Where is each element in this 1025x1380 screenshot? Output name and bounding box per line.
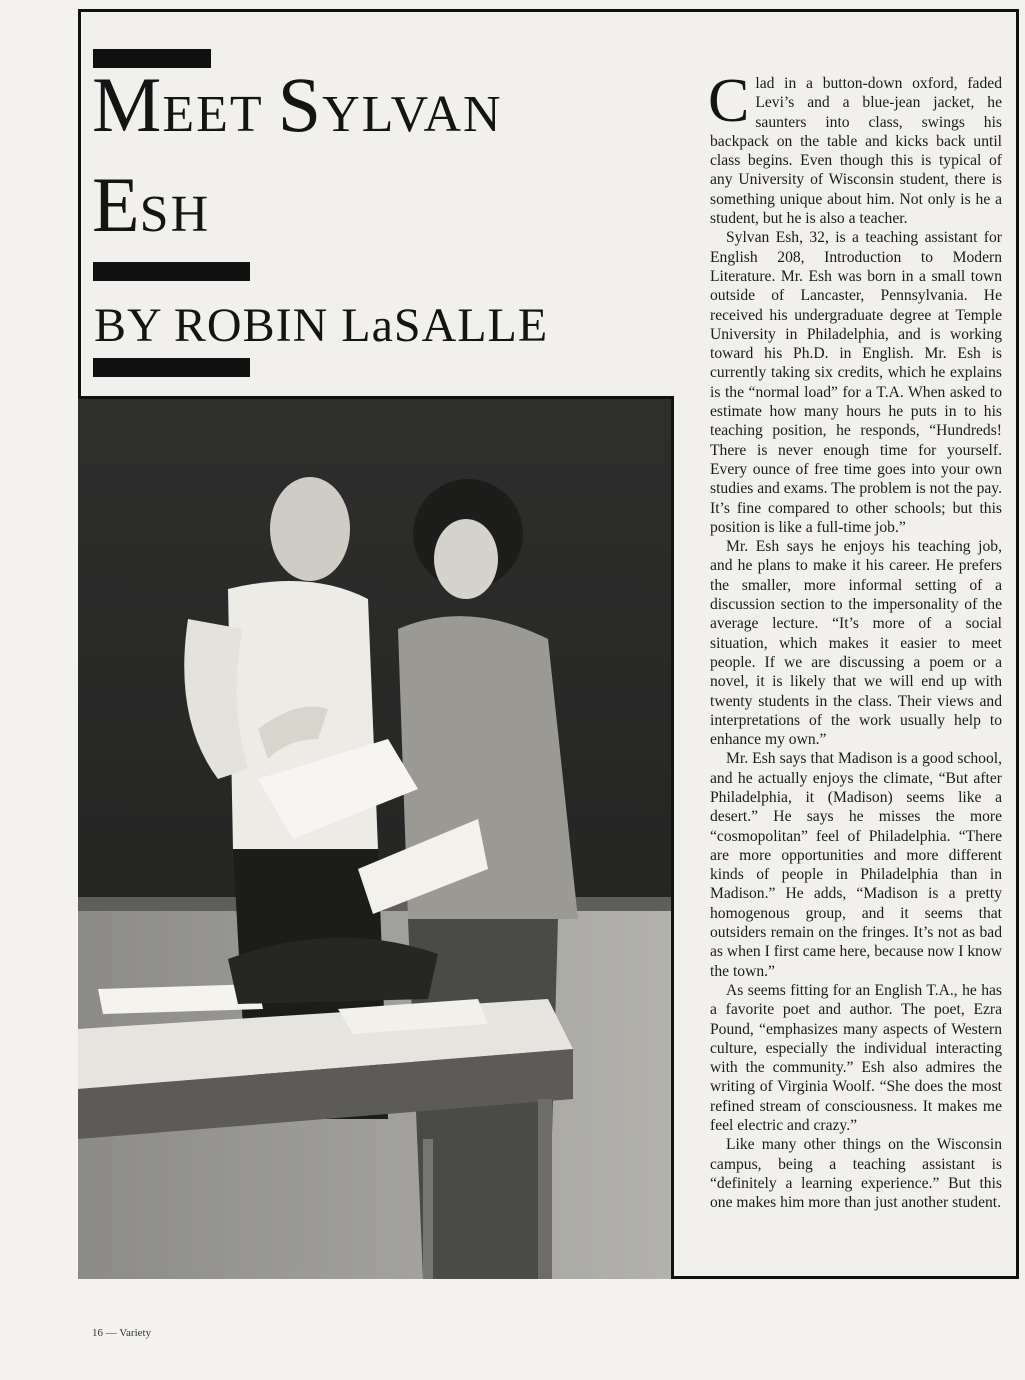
title-smallcaps-sh: SH (139, 186, 211, 243)
classroom-photo (78, 396, 674, 1279)
article-body (708, 67, 1002, 1213)
page-title (92, 61, 672, 248)
title-smallcaps-ylvan: YLVAN (322, 86, 503, 143)
article-paragraph-5: As seems fitting for an English T.A., he has a favorite poet and author. The poet, Ezra Pound, “emphasizes many aspects of Western culture, especially the individual interacting with the community.” Esh also admires the writing of Virginia Woolf. “She does the most refined stream of consciousness. It makes me feel electric and crazy.” (710, 981, 1002, 1135)
title-initial-m: M (92, 61, 163, 148)
photo-illustration (78, 399, 674, 1279)
title-line-2 (92, 161, 672, 248)
title-smallcaps-eet: EET (162, 86, 278, 143)
paragraph-text: lad in a button-down oxford, faded Levi’s and a blue-jean jacket, he saunters into class, swings his backpack on the table and kicks back until class begins. Even though this is typical of any University of Wisconsin student, there is something unique about him. Not only is he a student, but he is also a teacher. (710, 75, 1002, 228)
page-footer: 16 — Variety (92, 1327, 152, 1339)
article-paragraph-4: Mr. Esh says that Madison is a good school, and he actually enjoys the climate, “But after Philadelphia, it (Madison) seems like a desert.” He says he misses the more “cosmopolitan” feel of Philadelphia. “There are more opportunities and more different kinds of people in Philadelphia than in Madison.” He adds, “Madison is a pretty homogenous group, and it seems that outsiders remain on the fringes. It’s not as bad as when I first came here, because now I know the town.” (710, 750, 1002, 980)
byline: BY ROBIN LaSALLE (94, 299, 549, 352)
title-line-1 (92, 61, 672, 148)
title-initial-e: E (92, 161, 140, 248)
decorative-bar (93, 358, 250, 377)
article-paragraph-1 (708, 67, 1002, 228)
article-paragraph-6: Like many other things on the Wisconsin campus, being a teaching assistant is “definitely a learning experience.” But this one makes him more than just another student. (710, 1136, 1002, 1212)
decorative-bar (93, 262, 250, 281)
article-paragraph-2: Sylvan Esh, 32, is a teaching assistant for English 208, Introduction to Modern Literature. Mr. Esh was born in a small town outside of Lancaster, Pennsylvania. He received his undergraduate degree at Temple University in Philadelphia, and is working toward his Ph.D. in English. Mr. Esh is currently taking six credits, which he explains is the “normal load” for a T.A. When asked to estimate how many hours he puts in to his teaching position, he responds, “Hundreds! There is never enough time for yourself. Every ounce of free time goes into your own studies and exams. The problem is not the pay. It’s fine compared to other schools; but this position is like a full-time job.” (710, 229, 1002, 536)
title-initial-s: S (277, 61, 323, 148)
drop-cap: C (708, 67, 750, 135)
article-paragraph-3: Mr. Esh says he enjoys his teaching job, and he plans to make it his career. He prefers the smaller, more informal setting of a discussion section to the impersonality of the average lecture. “It’s more of a social situation, which makes it easier to meet people. If we are discussing a poem or a novel, it is likely that we will end up with twenty students in the class. Their views and interpretations of the work usually help to enhance my own.” (710, 538, 1002, 749)
